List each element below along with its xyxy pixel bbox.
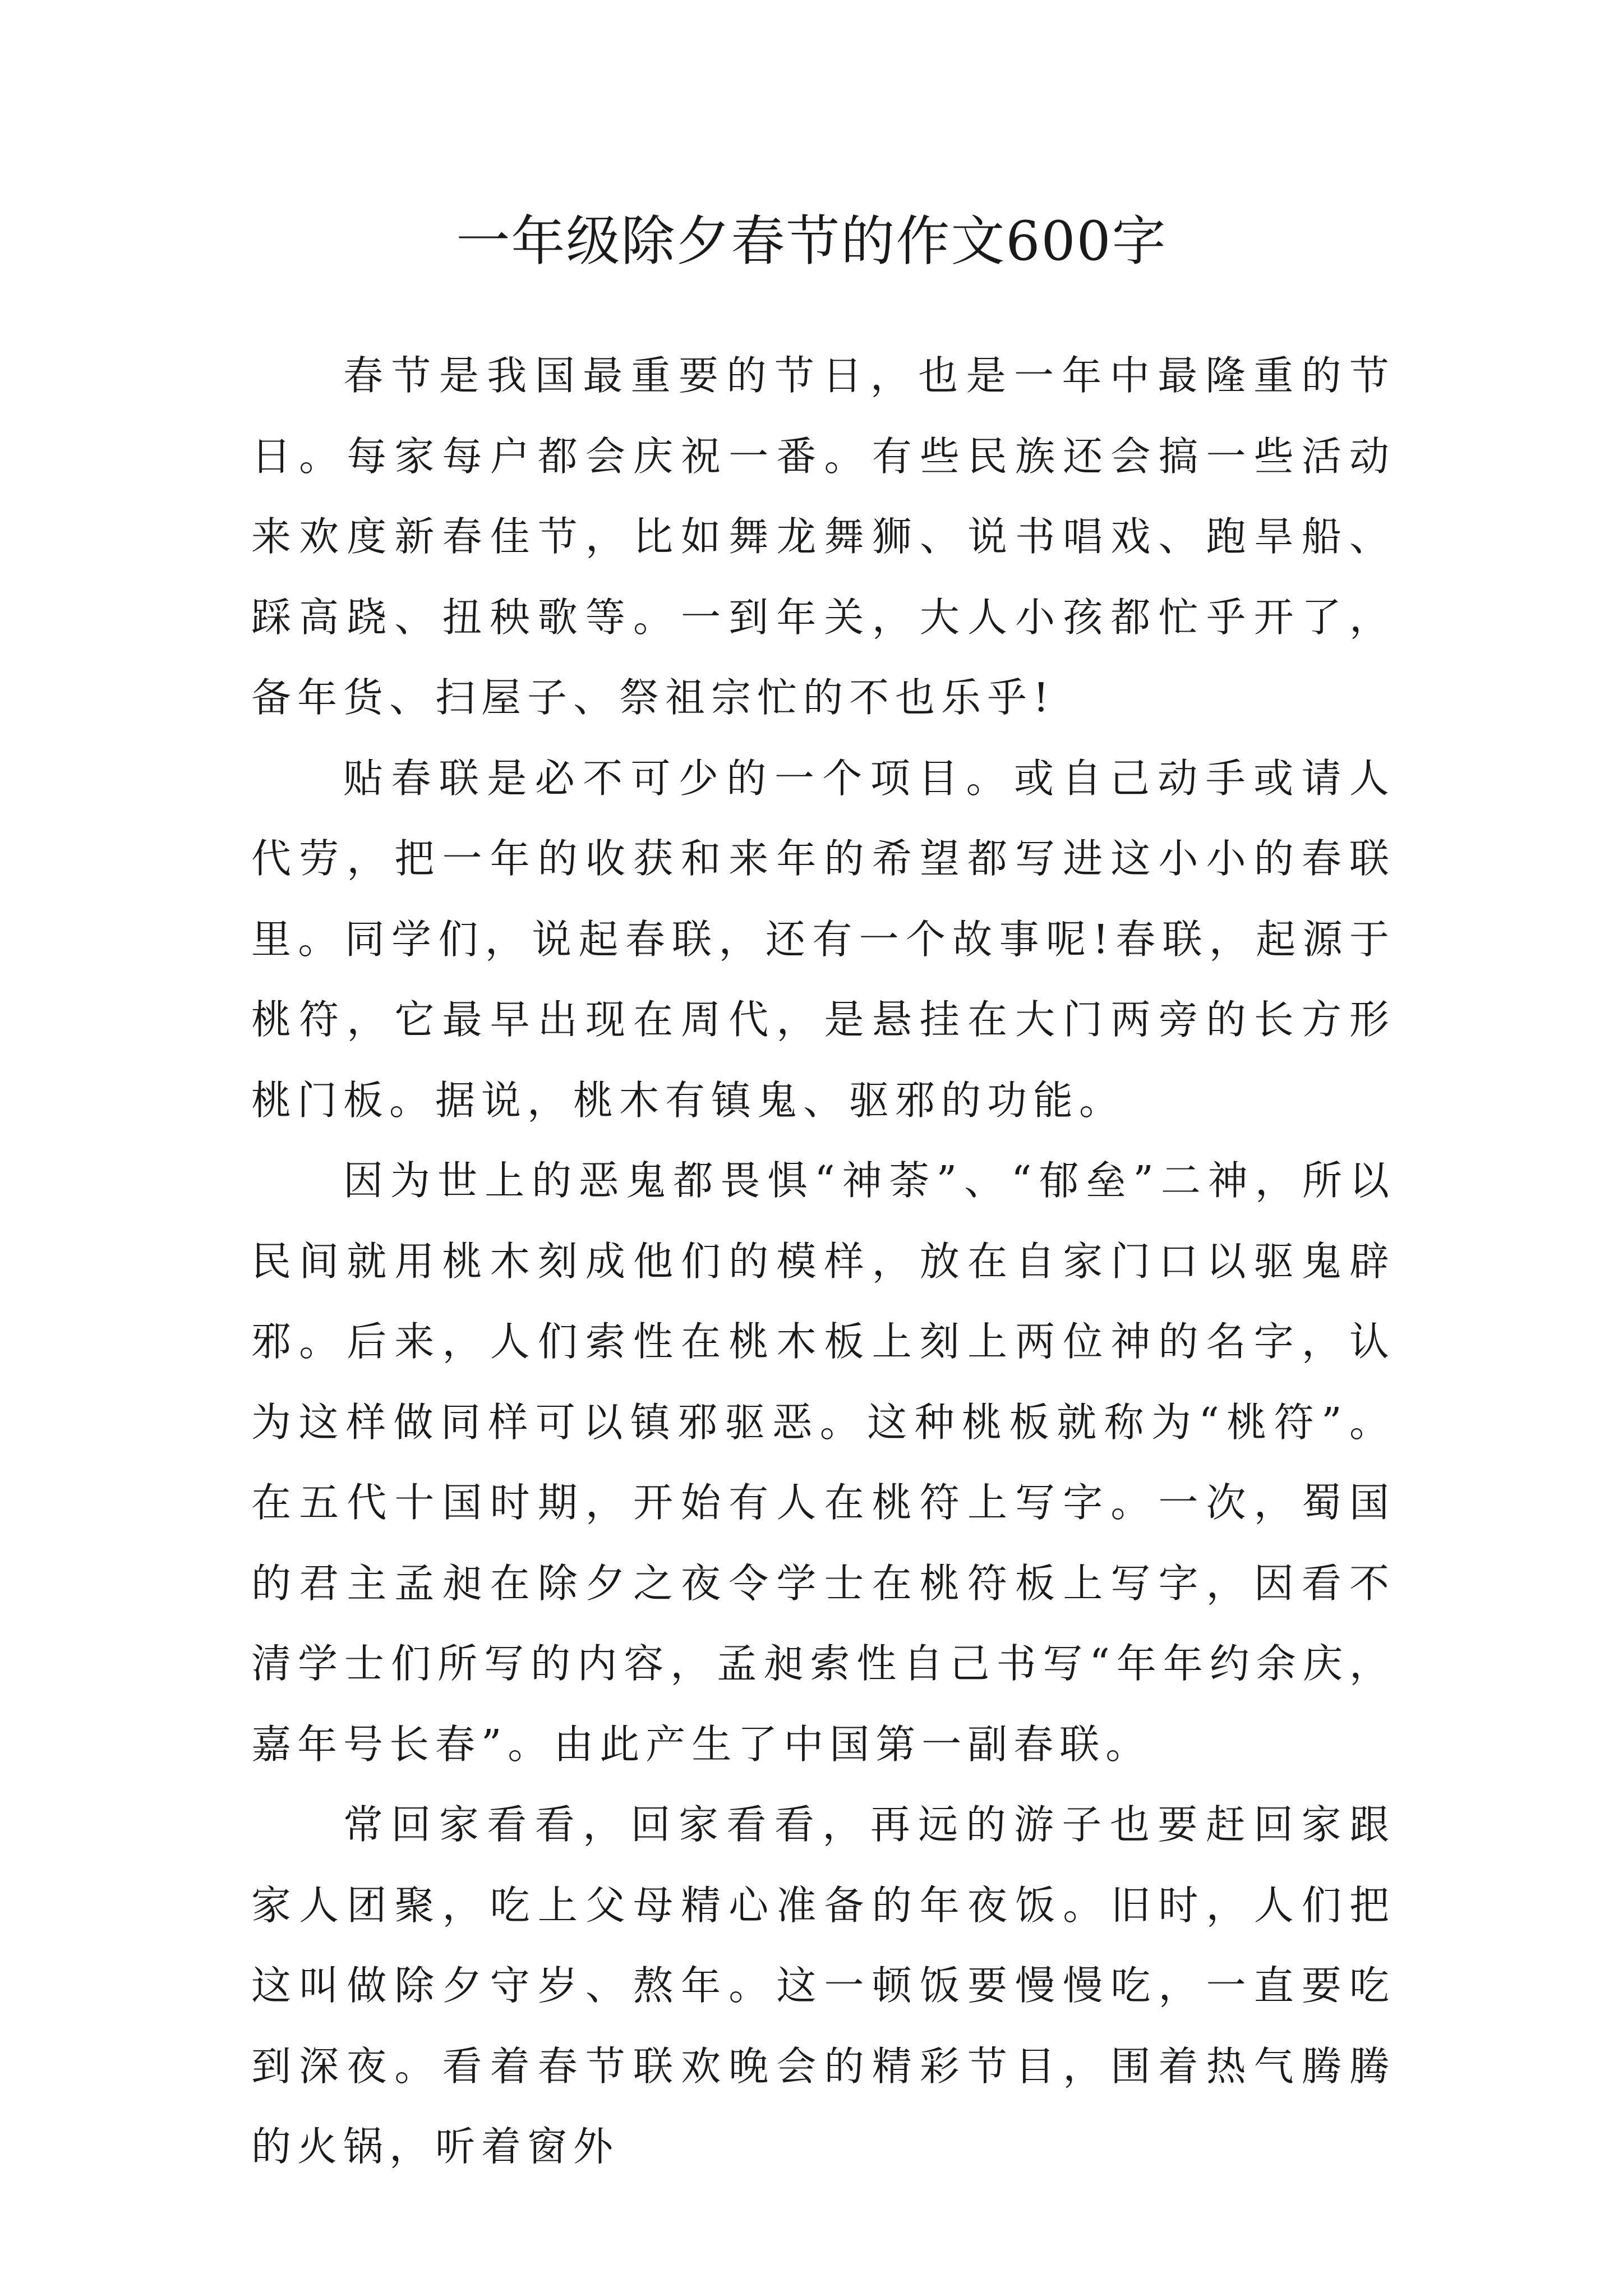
paragraph-1: 春节是我国最重要的节日，也是一年中最隆重的节日。每家每户都会庆祝一番。有些民族还会搞一些活动来欢度新春佳节，比如舞龙舞狮、说书唱戏、跑旱船、踩高跷、扭秧歌等。一到年关，大人小孩都忙乎开了，备年货、扫屋子、祭祖宗忙的不也乐乎! xyxy=(251,352,1395,721)
paragraph-2: 贴春联是必不可少的一个项目。或自己动手或请人代劳，把一年的收获和来年的希望都写进这小小的春联里。同学们，说起春联，还有一个故事呢!春联，起源于桃符，它最早出现在周代，是悬挂在大门两旁的长方形桃门板。据说，桃木有镇鬼、驱邪的功能。 xyxy=(251,754,1395,1124)
paragraph-4: 常回家看看，回家看看，再远的游子也要赶回家跟家人团聚，吃上父母精心准备的年夜饭。旧时，人们把这叫做除夕守岁、熬年。这一顿饭要慢慢吃，一直要吃到深夜。看着春节联欢晚会的精彩节目，围着热气腾腾的火锅，听着窗外 xyxy=(251,1801,1395,2170)
document-title: 一年级除夕春节的作文600字 xyxy=(456,210,1167,273)
paragraph-3: 因为世上的恶鬼都畏惧“神荼”、“郁垒”二神，所以民间就用桃木刻成他们的模样，放在自家门口以驱鬼辟邪。后来，人们索性在桃木板上刻上两位神的名字，认为这样做同样可以镇邪驱恶。这种桃板就称为“桃符”。在五代十国时期，开始有人在桃符上写字。一次，蜀国的君主孟昶在除夕之夜令学士在桃符板上写字，因看不清学士们所写的内容，孟昶索性自己书写“年年约余庆，嘉年号长春”。由此产生了中国第一副春联。 xyxy=(251,1157,1395,1768)
document-body xyxy=(251,335,1395,2187)
